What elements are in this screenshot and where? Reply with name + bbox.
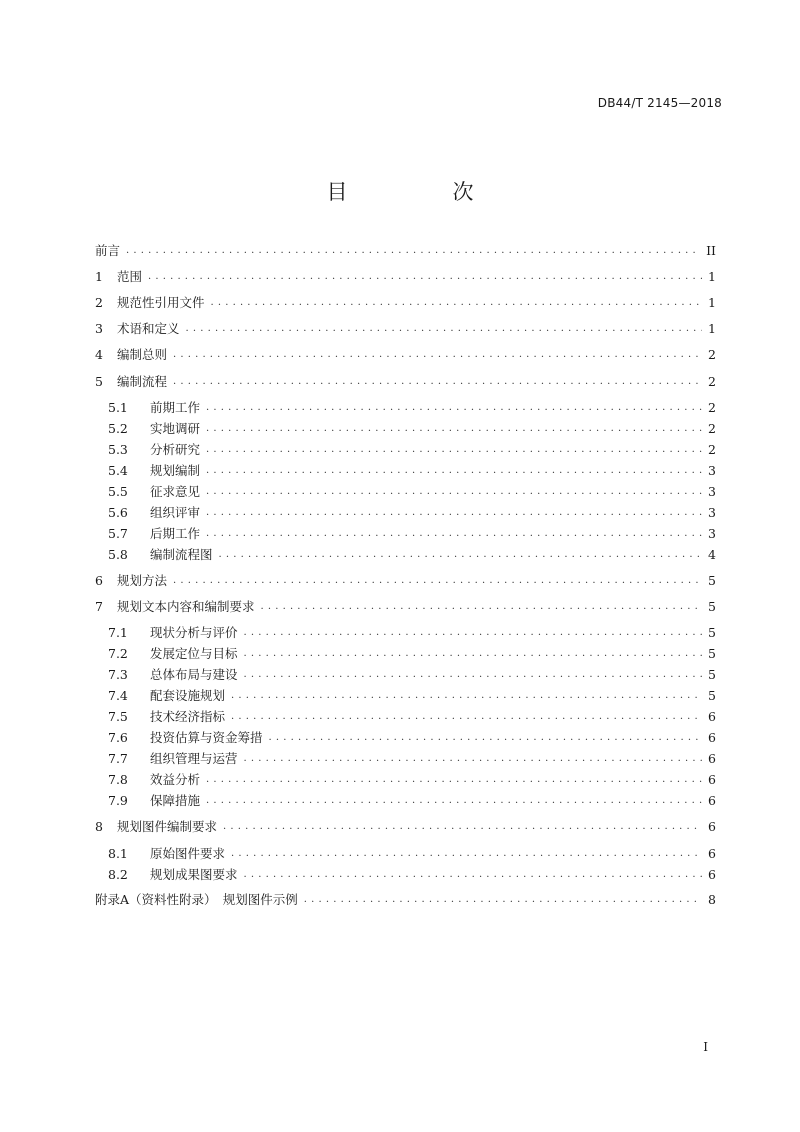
toc-entry-text: 附录A（资料性附录） 规划图件示例 [95,892,298,907]
toc-entry-text: 配套设施规划 [150,688,226,703]
toc-entry[interactable] [95,242,716,260]
toc-leader-dots [173,346,702,364]
toc-leader-dots [211,294,702,312]
toc-leader-dots [244,666,702,684]
toc-leader-dots [206,771,702,789]
toc-leader-dots [231,845,702,863]
toc-subentry[interactable] [108,645,716,663]
toc-subentry[interactable] [108,708,716,726]
toc-entry-page: 6 [708,867,716,882]
toc-entry-number: 8.2 [108,867,128,882]
toc-leader-dots [219,546,702,564]
toc-leader-dots [186,320,702,338]
toc-leader-dots [304,891,702,909]
toc-subentry[interactable] [108,462,716,480]
toc-entry-number: 2 [95,295,103,310]
toc-leader-dots [261,598,702,616]
toc-entry[interactable] [95,268,716,286]
toc-entry-text: 实地调研 [150,421,201,436]
toc-leader-dots [231,687,702,705]
toc-entry-page: 3 [708,526,716,541]
toc-entry[interactable] [95,294,716,312]
toc-entry-page: 1 [708,321,716,336]
toc-entry-text: 后期工作 [150,526,201,541]
toc-entry-text: 现状分析与评价 [150,625,238,640]
toc-leader-dots [206,792,702,810]
toc-entry-number: 8.1 [108,846,128,861]
toc-leader-dots [231,708,702,726]
toc-entry-page: 1 [708,295,716,310]
toc-entry-text: 规划成果图要求 [150,867,238,882]
toc-entry-number: 8 [95,819,103,834]
toc-entry-text: 前言 [95,243,121,258]
toc-entry-page: 6 [708,772,716,787]
toc-entry-text: 组织评审 [150,505,201,520]
toc-entry-number: 5.8 [108,547,128,562]
toc-entry-number: 7.4 [108,688,128,703]
toc-entry-page: 3 [708,484,716,499]
toc-leader-dots [173,373,702,391]
toc-entry-page: 2 [708,421,716,436]
toc-entry-text: 规范性引用文件 [117,295,205,310]
toc-entry-text: 投资估算与资金筹措 [150,730,263,745]
toc-entry[interactable] [95,818,716,836]
toc-entry[interactable] [95,320,716,338]
toc-subentry[interactable] [108,845,716,863]
toc-leader-dots [244,624,702,642]
toc-subentry[interactable] [108,483,716,501]
toc-leader-dots [206,462,702,480]
toc-leader-dots [148,268,702,286]
toc-leader-dots [206,399,702,417]
toc-entry-number: 5.1 [108,400,128,415]
toc-entry-number: 7.6 [108,730,128,745]
toc-entry-text: 组织管理与运营 [150,751,238,766]
toc-entry-number: 5 [95,374,103,389]
toc-entry-page: 6 [708,730,716,745]
toc-entry-page: 5 [708,599,716,614]
toc-entry-text: 编制流程图 [150,547,213,562]
toc-entry-number: 6 [95,573,103,588]
toc-entry-text: 规划文本内容和编制要求 [117,599,255,614]
toc-entry-number: 7.3 [108,667,128,682]
toc-subentry[interactable] [108,866,716,884]
toc-title: 目 次 [326,180,516,204]
toc-entry-text: 总体布局与建设 [150,667,238,682]
toc-entry-page: 6 [708,819,716,834]
toc-entry-page: 5 [708,646,716,661]
toc-entry-page: 3 [708,505,716,520]
toc-entry-number: 7.2 [108,646,128,661]
toc-entry[interactable] [95,598,716,616]
toc-entry-text: 编制流程 [117,374,168,389]
toc-entry-text: 效益分析 [150,772,201,787]
toc-entry-page: 6 [708,793,716,808]
toc-entry-page: 5 [708,667,716,682]
toc-leader-dots [244,866,702,884]
toc-entry-page: 6 [708,846,716,861]
toc-entry-page: 2 [708,347,716,362]
toc-subentry[interactable] [108,420,716,438]
toc-entry-number: 7.8 [108,772,128,787]
toc-leader-dots [173,572,702,590]
toc-entry-page: 2 [708,400,716,415]
toc-entry-text: 前期工作 [150,400,201,415]
toc-entry-text: 发展定位与目标 [150,646,238,661]
toc-entry-text: 规划图件编制要求 [117,819,218,834]
toc-entry-page: 5 [708,625,716,640]
toc-entry-text: 保障措施 [150,793,201,808]
toc-entry-number: 4 [95,347,103,362]
toc-entry-number: 5.2 [108,421,128,436]
toc-subentry[interactable] [108,666,716,684]
toc-entry-text: 征求意见 [150,484,201,499]
toc-subentry[interactable] [108,687,716,705]
toc-entry-page: II [706,243,716,258]
toc-entry-page: 1 [708,269,716,284]
toc-entry-text: 规划方法 [117,573,168,588]
toc-entry[interactable] [95,373,716,391]
toc-leader-dots [206,504,702,522]
toc-entry-text: 技术经济指标 [150,709,226,724]
toc-entry-page: 3 [708,463,716,478]
toc-entry-text: 分析研究 [150,442,201,457]
toc-subentry[interactable] [108,441,716,459]
toc-leader-dots [223,818,702,836]
toc-subentry[interactable] [108,504,716,522]
toc-entry-text: 术语和定义 [117,321,180,336]
toc-entry[interactable] [95,891,716,909]
toc-entry-text: 编制总则 [117,347,168,362]
toc-entry-text: 原始图件要求 [150,846,226,861]
document-code: DB44/T 2145—2018 [597,96,722,110]
toc-entry-number: 5.4 [108,463,128,478]
toc-entry-page: 4 [708,547,716,562]
toc-entry-page: 5 [708,688,716,703]
toc-leader-dots [206,420,702,438]
toc-entry-page: 6 [708,751,716,766]
toc-leader-dots [244,645,702,663]
toc-subentry[interactable] [108,525,716,543]
toc-leader-dots [126,242,700,260]
toc-entry-number: 7.7 [108,751,128,766]
toc-entry-number: 3 [95,321,103,336]
toc-entry[interactable] [95,346,716,364]
toc-leader-dots [269,729,702,747]
toc-subentry[interactable] [108,792,716,810]
toc-subentry[interactable] [108,624,716,642]
toc-entry-text: 范围 [117,269,143,284]
toc-entry-number: 5.5 [108,484,128,499]
toc-entry-page: 2 [708,374,716,389]
toc-leader-dots [206,441,702,459]
toc-entry-number: 5.3 [108,442,128,457]
toc-entry-number: 7.5 [108,709,128,724]
toc-entry-number: 5.7 [108,526,128,541]
toc-entry-number: 5.6 [108,505,128,520]
toc-entry-number: 7 [95,599,103,614]
toc-entry-page: 5 [708,573,716,588]
toc-entry-page: 8 [708,892,716,907]
toc-entry-page: 2 [708,442,716,457]
toc-subentry[interactable] [108,750,716,768]
toc-subentry[interactable] [108,546,716,564]
toc-entry[interactable] [95,572,716,590]
toc-leader-dots [244,750,702,768]
toc-entry-number: 7.9 [108,793,128,808]
page-number: I [703,1040,708,1054]
toc-leader-dots [206,525,702,543]
toc-subentry[interactable] [108,771,716,789]
toc-entry-number: 1 [95,269,103,284]
toc-subentry[interactable] [108,399,716,417]
toc-entry-page: 6 [708,709,716,724]
toc-subentry[interactable] [108,729,716,747]
toc-entry-number: 7.1 [108,625,128,640]
toc-entry-text: 规划编制 [150,463,201,478]
toc-leader-dots [206,483,702,501]
